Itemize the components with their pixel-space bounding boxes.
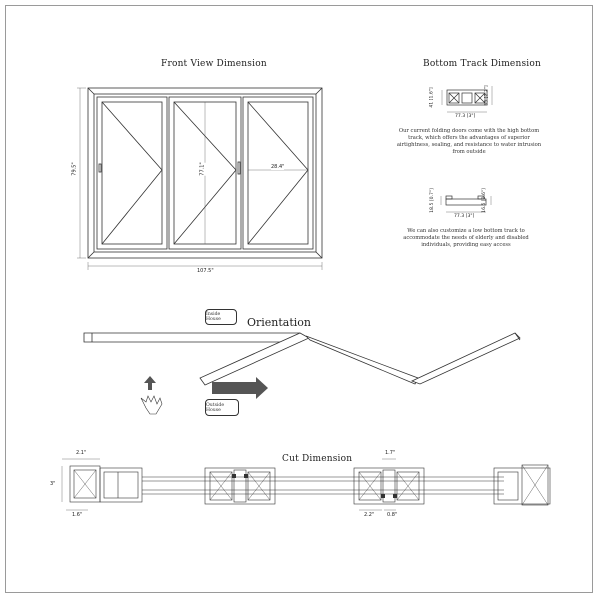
front-view-title: Front View Dimension [161,59,267,69]
cut-dim-top-left: 2.1" [76,450,87,456]
orientation-title: Orientation [247,316,312,329]
cut-dimension-title: Cut Dimension [282,454,353,464]
low-track-width-dim: 77.3 [3"] [454,214,475,219]
cut-dim-left: 3" [50,481,56,487]
cut-dim-bottom-mid-a: 2.2" [364,512,375,518]
low-track-note: We can also customize a low bottom track to accommodate the needs of elderly and disabled individuals, providing easy access [403,228,529,248]
page-border [5,5,593,593]
front-width-label: 107.5" [197,268,214,274]
cut-dim-bottom-mid-b: 0.8" [387,512,398,518]
inside-house-tag: Inside House [205,309,237,325]
panel-width-label: 28.4" [271,164,285,170]
low-track-left-dim: 18.5 [0.7"] [429,188,435,213]
front-height-label: 79.5" [71,162,78,176]
low-track-right-dim: 16.5 [0.6"] [481,188,487,213]
cut-dim-bottom-left: 1.6" [72,512,83,518]
high-track-left-dim: 41 [1.6"] [429,87,435,108]
panel-height-label: 77.1" [199,162,206,176]
cut-dim-top-mid: 1.7" [385,450,396,456]
high-track-right-dim: 55 [2.2"] [484,85,490,106]
high-track-note: Our current folding doors come with the high bottom track, which offers the advantages of superior airtightness, sealing, and resistance to water intrusion from outside [396,128,542,155]
outside-house-tag: Outside House [205,399,239,416]
bottom-track-title: Bottom Track Dimension [423,59,541,69]
high-track-width-dim: 77.3 [3"] [455,114,476,119]
